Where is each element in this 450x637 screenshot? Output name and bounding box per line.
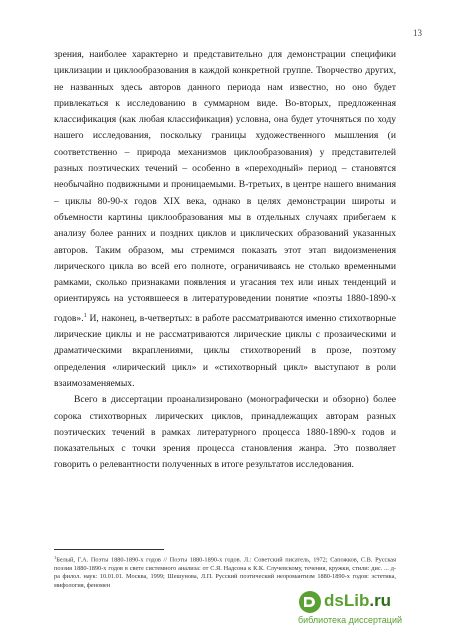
paragraph-2: Всего в диссертации проанализировано (монографически и обзорно) более сорока стихотворных лирических циклов, принадлежащих авторам разных поэтических течений в рамках литературного процесса 1880-1890-х годов и показательных с точки зрения процесса становления жанра. Это позволяет говорить о релевантности полученных в итоге результатов исследования. xyxy=(54,394,396,471)
paragraph-1-text: зрения, наиболее характерно и представительно для демонстрации специфики циклизации и циклообразования в каждой конкретной группе. Творчество других, не названных здесь авторов данного периода нам известно, но оно будет привлекаться к исследованию в суммарном виде. Во-вторых, предложенная классификация (как любая классификация) условна, она будет уточняться по ходу нашего исследования, поскольку границы художественного мышления (и соответственно – природа механизмов циклообразования) у представителей разных поэтических течений – особенно в «переходный» период – становятся необычайно подвижными и проницаемыми. В-третьих, в центре нашего внимания – циклы 80-90-х годов XIX века, однако в целях демонстрации широты и объемности картины циклообразования мы в отдельных случаях прибегаем к анализу более ранних и поздних циклов и циклических образований указанных авторов. Таким образом, мы стремимся показать этот этап видоизменения лирического цикла во всей его полноте, ограничиваясь не столько временными рамками, сколько признаками появления и угасания тех или иных тенденций и ориентируясь на устоявшееся в литературоведении понятие «поэты 1880-1890-х годов». xyxy=(54,49,396,324)
paragraph-1-tail: И, наконец, в-четвертых: в работе рассматриваются именно стихотворные лирические циклы и не рассматриваются лирические циклы с прозаическими и драматическими вкраплениями, циклы стихотворений в прозе, поэтому определения «лирический цикл» и «стихотворный цикл» выступают в роли взаимозаменяемых. xyxy=(54,312,396,389)
page-number: 13 xyxy=(413,28,422,38)
footnote-number: 1 xyxy=(54,555,57,560)
dslib-caption: библиотека диссертаций xyxy=(298,615,403,625)
dslib-logo-icon xyxy=(298,590,322,614)
body-text xyxy=(54,47,396,474)
dslib-brand xyxy=(324,591,391,611)
footnote xyxy=(54,554,396,590)
dslib-brand-prefix: dsLib xyxy=(324,591,370,610)
footnote-separator xyxy=(54,549,164,550)
footnote-text: Белый, Г.А. Поэты 1880-1890-х годов // Поэты 1880-1890-х годов. Л.: Советский писатель, 1972; Сапожков, С.В. Русская поэзия 1880-1890-х годов в свете системного анализа: от С.Я. Надсона к К.К. Случевскому, течения, кружки, стили: дис. ... д-ра филол. наук: 10.01.01. Москва, 1999; Шешунова, Л.П. Русский поэтический неоромантизм 1880-1890-х годов: эстетика, мифология, феномен xyxy=(54,556,396,589)
dslib-watermark[interactable] xyxy=(296,588,446,630)
dslib-brand-suffix: .ru xyxy=(369,591,392,610)
paragraph-1 xyxy=(54,47,396,392)
footnote-marker[interactable]: 1 xyxy=(83,312,87,319)
